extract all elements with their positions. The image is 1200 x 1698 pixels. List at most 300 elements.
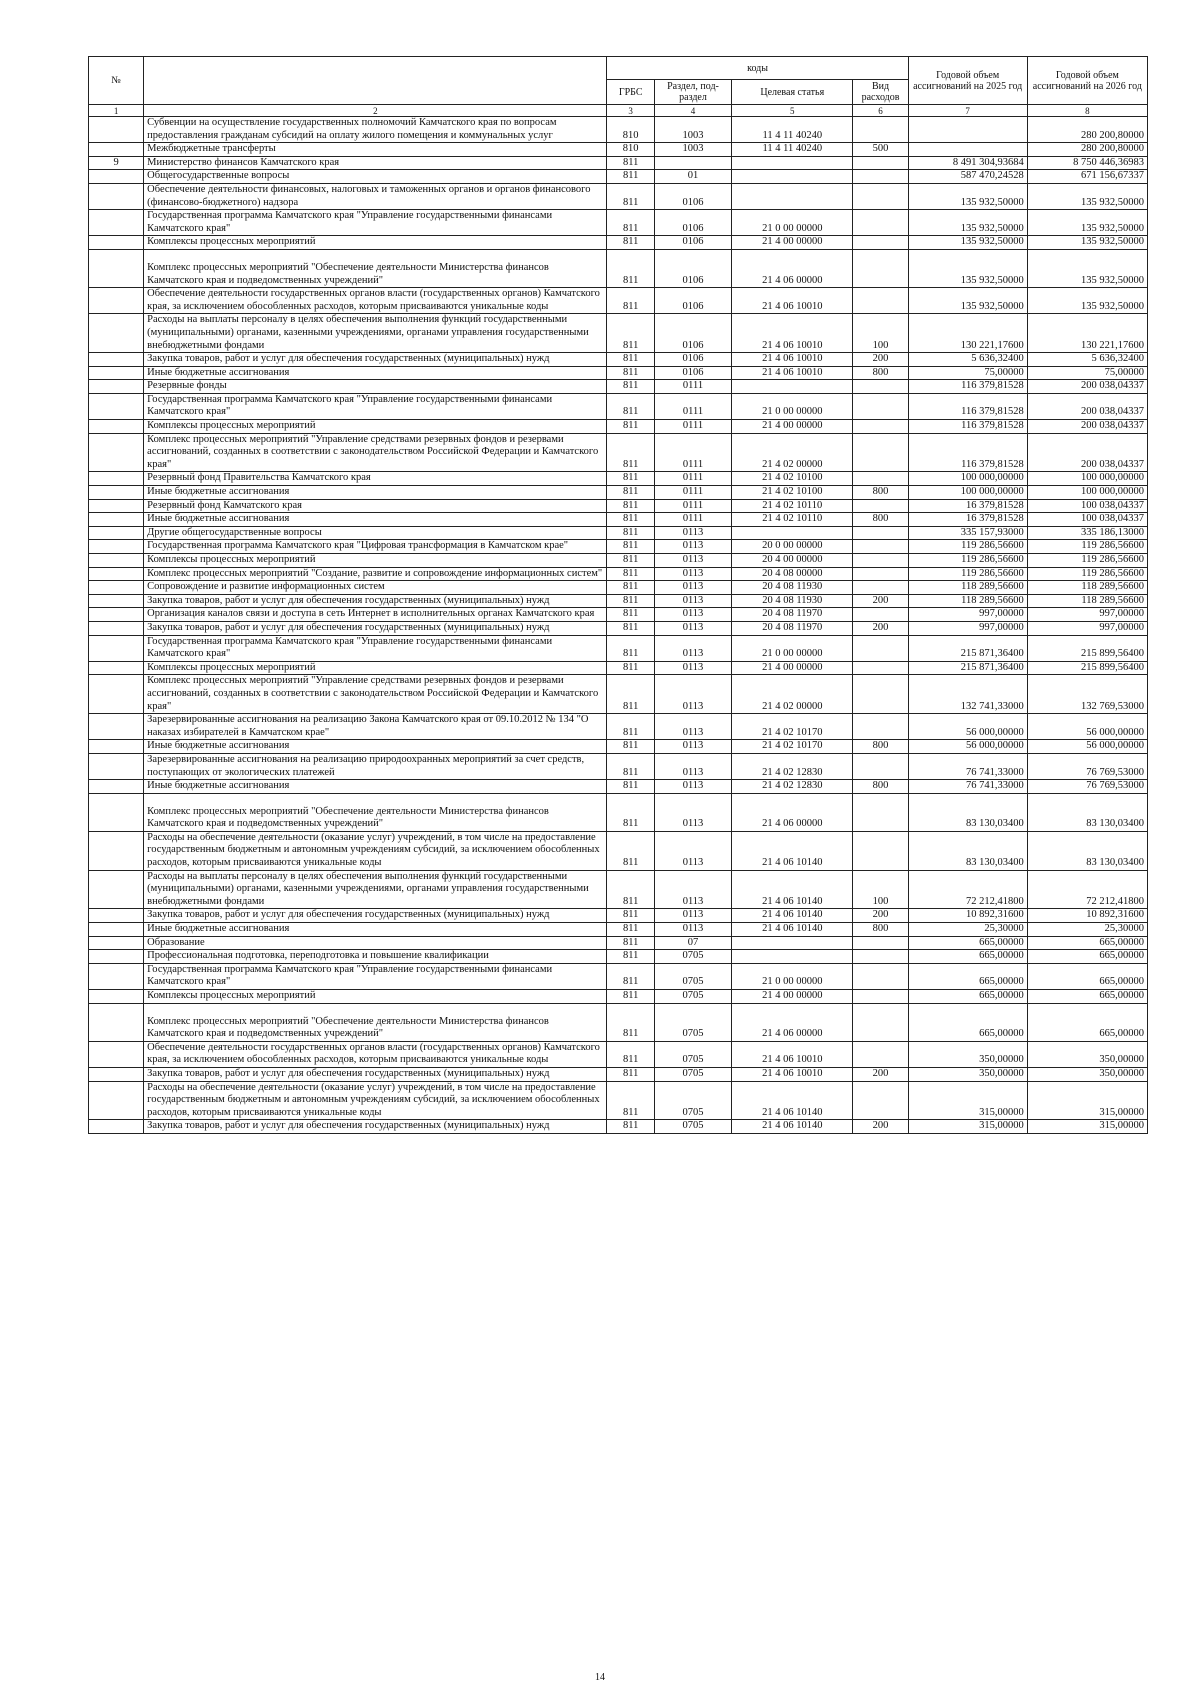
header-grbs: ГРБС: [607, 80, 654, 105]
row-vid: [853, 249, 908, 287]
row-tsel: 20 4 08 11970: [732, 621, 853, 635]
row-number: [89, 1003, 144, 1041]
table-row: [89, 183, 1148, 209]
row-grbs: 811: [607, 635, 654, 661]
row-name: Межбюджетные трансферты: [144, 143, 607, 157]
row-value-2026: 25,30000: [1027, 923, 1147, 937]
row-tsel: [732, 183, 853, 209]
row-name: Комплекс процессных мероприятий "Управление средствами резервных фондов и резервами ассигнований, созданных в соответствии с законодательством Российской Федерации и Камчатского края": [144, 433, 607, 472]
row-value-2026: 135 932,50000: [1027, 183, 1147, 209]
row-value-2026: 130 221,17600: [1027, 314, 1147, 353]
row-name: Государственная программа Камчатского края "Управление государственными финансами Камчатского края": [144, 210, 607, 236]
row-grbs: 811: [607, 314, 654, 353]
row-name: Государственная программа Камчатского края "Управление государственными финансами Камчатского края": [144, 393, 607, 419]
column-index: 3: [607, 105, 654, 117]
table-row: [89, 661, 1148, 675]
row-name: Комплекс процессных мероприятий "Обеспечение деятельности Министерства финансов Камчатского края и подведомственных учреждений": [144, 249, 607, 287]
row-vid: [853, 210, 908, 236]
row-value-2026: 75,00000: [1027, 366, 1147, 380]
row-value-2025: 665,00000: [908, 950, 1027, 964]
row-vid: 800: [853, 366, 908, 380]
row-vid: [853, 567, 908, 581]
row-tsel: 20 4 08 11970: [732, 608, 853, 622]
row-value-2025: 119 286,56600: [908, 540, 1027, 554]
row-number: [89, 170, 144, 184]
row-tsel: 11 4 11 40240: [732, 143, 853, 157]
row-value-2026: 119 286,56600: [1027, 540, 1147, 554]
row-value-2025: 315,00000: [908, 1120, 1027, 1134]
row-grbs: 811: [607, 793, 654, 831]
row-tsel: 21 4 02 10170: [732, 714, 853, 740]
column-index-row: [89, 105, 1148, 117]
row-vid: [853, 1003, 908, 1041]
row-grbs: 811: [607, 936, 654, 950]
row-grbs: 811: [607, 621, 654, 635]
table-row: [89, 1120, 1148, 1134]
row-name: Иные бюджетные ассигнования: [144, 366, 607, 380]
row-value-2026: 135 932,50000: [1027, 236, 1147, 250]
row-vid: 800: [853, 923, 908, 937]
row-vid: 200: [853, 353, 908, 367]
table-row: [89, 117, 1148, 143]
row-name: Комплексы процессных мероприятий: [144, 990, 607, 1004]
row-vid: 800: [853, 513, 908, 527]
row-vid: 800: [853, 740, 908, 754]
row-grbs: 811: [607, 156, 654, 170]
row-razdel: 0113: [654, 909, 731, 923]
table-row: [89, 314, 1148, 353]
row-vid: [853, 675, 908, 714]
row-grbs: 811: [607, 1067, 654, 1081]
row-razdel: 0705: [654, 1120, 731, 1134]
row-grbs: 811: [607, 870, 654, 909]
row-number: [89, 314, 144, 353]
row-vid: [853, 117, 908, 143]
row-name: Закупка товаров, работ и услуг для обеспечения государственных (муниципальных) нужд: [144, 909, 607, 923]
row-grbs: 811: [607, 420, 654, 434]
row-number: [89, 353, 144, 367]
table-row: [89, 540, 1148, 554]
table-row: [89, 870, 1148, 909]
row-tsel: 21 0 00 00000: [732, 393, 853, 419]
row-number: [89, 393, 144, 419]
row-value-2025: [908, 143, 1027, 157]
row-vid: [853, 661, 908, 675]
table-row: [89, 909, 1148, 923]
row-razdel: 0705: [654, 990, 731, 1004]
header-name: [144, 57, 607, 105]
row-value-2026: 135 932,50000: [1027, 288, 1147, 314]
header-number: №: [89, 57, 144, 105]
row-number: [89, 236, 144, 250]
row-name: Государственная программа Камчатского края "Цифровая трансформация в Камчатском крае": [144, 540, 607, 554]
row-razdel: 0113: [654, 608, 731, 622]
row-value-2026: 10 892,31600: [1027, 909, 1147, 923]
row-tsel: [732, 950, 853, 964]
header-razdel: Раздел, под-раздел: [654, 80, 731, 105]
row-tsel: 21 4 06 10010: [732, 1067, 853, 1081]
row-razdel: 0113: [654, 753, 731, 779]
row-value-2025: 665,00000: [908, 1003, 1027, 1041]
row-value-2026: 5 636,32400: [1027, 353, 1147, 367]
row-value-2025: 335 157,93000: [908, 526, 1027, 540]
row-name: Комплекс процессных мероприятий "Управление средствами резервных фондов и резервами ассигнований, созданных в соответствии с законодательством Российской Федерации и Камчатского края": [144, 675, 607, 714]
budget-table: [88, 56, 1148, 1134]
row-value-2025: 215 871,36400: [908, 635, 1027, 661]
row-value-2025: 135 932,50000: [908, 210, 1027, 236]
row-razdel: 0106: [654, 353, 731, 367]
row-razdel: 0106: [654, 288, 731, 314]
row-value-2025: 83 130,03400: [908, 793, 1027, 831]
row-value-2026: 665,00000: [1027, 1003, 1147, 1041]
row-number: [89, 581, 144, 595]
table-row: [89, 366, 1148, 380]
row-value-2026: 56 000,00000: [1027, 714, 1147, 740]
row-tsel: 21 4 00 00000: [732, 420, 853, 434]
row-value-2025: 16 379,81528: [908, 499, 1027, 513]
row-tsel: 21 4 06 10140: [732, 1120, 853, 1134]
row-grbs: 810: [607, 117, 654, 143]
row-number: [89, 753, 144, 779]
row-razdel: 0113: [654, 554, 731, 568]
column-index: 4: [654, 105, 731, 117]
row-number: [89, 420, 144, 434]
row-tsel: 21 4 00 00000: [732, 236, 853, 250]
row-value-2026: 8 750 446,36983: [1027, 156, 1147, 170]
row-number: 9: [89, 156, 144, 170]
row-value-2025: 116 379,81528: [908, 393, 1027, 419]
row-name: Обеспечение деятельности государственных органов власти (государственных органов) Камчатского края, за исключением обособленных расходов, которым присваиваются уникальные коды: [144, 1041, 607, 1067]
row-tsel: 21 4 02 10100: [732, 472, 853, 486]
row-name: Обеспечение деятельности государственных органов власти (государственных органов) Камчатского края, за исключением обособленных расходов, которым присваиваются уникальные коды: [144, 288, 607, 314]
row-razdel: 0705: [654, 1081, 731, 1120]
row-vid: 200: [853, 909, 908, 923]
row-value-2026: 200 038,04337: [1027, 380, 1147, 394]
row-tsel: 21 4 06 00000: [732, 793, 853, 831]
row-name: Иные бюджетные ассигнования: [144, 486, 607, 500]
row-grbs: 811: [607, 594, 654, 608]
row-razdel: 0113: [654, 635, 731, 661]
row-razdel: 0113: [654, 567, 731, 581]
table-row: [89, 513, 1148, 527]
row-razdel: 0705: [654, 963, 731, 989]
row-vid: [853, 963, 908, 989]
row-tsel: 21 4 06 10140: [732, 870, 853, 909]
row-name: Резервные фонды: [144, 380, 607, 394]
row-name: Комплекс процессных мероприятий "Создание, развитие и сопровождение информационных систем": [144, 567, 607, 581]
table-row: [89, 1041, 1148, 1067]
row-name: Комплексы процессных мероприятий: [144, 420, 607, 434]
table-row: [89, 249, 1148, 287]
row-grbs: 811: [607, 753, 654, 779]
row-grbs: 811: [607, 990, 654, 1004]
row-name: Расходы на обеспечение деятельности (оказание услуг) учреждений, в том числе на предоставление государственным бюджетным и автономным учреждениям субсидий, за исключением обособленных расходов, которым присваиваются уникальные коды: [144, 1081, 607, 1120]
row-vid: 800: [853, 486, 908, 500]
table-row: [89, 635, 1148, 661]
table-row: [89, 1081, 1148, 1120]
row-razdel: 0111: [654, 380, 731, 394]
row-number: [89, 936, 144, 950]
table-row: [89, 831, 1148, 870]
row-grbs: 811: [607, 288, 654, 314]
row-vid: 100: [853, 870, 908, 909]
row-number: [89, 870, 144, 909]
row-razdel: 07: [654, 936, 731, 950]
row-razdel: 0111: [654, 472, 731, 486]
row-razdel: 1003: [654, 117, 731, 143]
row-razdel: 0113: [654, 540, 731, 554]
row-number: [89, 143, 144, 157]
row-grbs: 811: [607, 740, 654, 754]
row-vid: [853, 714, 908, 740]
table-row: [89, 675, 1148, 714]
row-name: Государственная программа Камчатского края "Управление государственными финансами Камчатского края": [144, 635, 607, 661]
table-row: [89, 170, 1148, 184]
row-grbs: 811: [607, 499, 654, 513]
row-name: Иные бюджетные ассигнования: [144, 923, 607, 937]
row-vid: [853, 183, 908, 209]
table-row: [89, 923, 1148, 937]
row-value-2025: 25,30000: [908, 923, 1027, 937]
row-number: [89, 513, 144, 527]
row-tsel: [732, 170, 853, 184]
row-number: [89, 288, 144, 314]
row-razdel: 0111: [654, 433, 731, 472]
row-value-2026: 100 038,04337: [1027, 513, 1147, 527]
row-number: [89, 540, 144, 554]
row-value-2025: 350,00000: [908, 1067, 1027, 1081]
row-vid: [853, 793, 908, 831]
column-index: 1: [89, 105, 144, 117]
row-number: [89, 499, 144, 513]
row-vid: [853, 831, 908, 870]
row-tsel: 20 4 08 11930: [732, 581, 853, 595]
row-tsel: 20 4 08 00000: [732, 567, 853, 581]
row-value-2025: 72 212,41800: [908, 870, 1027, 909]
row-value-2026: 997,00000: [1027, 608, 1147, 622]
row-value-2025: 215 871,36400: [908, 661, 1027, 675]
row-razdel: 0106: [654, 249, 731, 287]
row-razdel: 0111: [654, 420, 731, 434]
table-row: [89, 210, 1148, 236]
column-index: 2: [144, 105, 607, 117]
row-value-2025: 997,00000: [908, 608, 1027, 622]
row-value-2026: 119 286,56600: [1027, 554, 1147, 568]
row-razdel: 0111: [654, 499, 731, 513]
row-vid: 200: [853, 621, 908, 635]
row-razdel: 0113: [654, 714, 731, 740]
table-row: [89, 567, 1148, 581]
row-vid: [853, 990, 908, 1004]
row-vid: [853, 950, 908, 964]
row-name: Закупка товаров, работ и услуг для обеспечения государственных (муниципальных) нужд: [144, 353, 607, 367]
row-vid: [853, 393, 908, 419]
row-razdel: 0113: [654, 675, 731, 714]
row-number: [89, 909, 144, 923]
row-vid: 200: [853, 1067, 908, 1081]
row-number: [89, 1081, 144, 1120]
row-name: Расходы на выплаты персоналу в целях обеспечения выполнения функций государственными (муниципальными) органами, казенными учреждениями, органами управления государственными внебюджетными фондами: [144, 870, 607, 909]
row-vid: [853, 581, 908, 595]
row-value-2025: 75,00000: [908, 366, 1027, 380]
row-name: Иные бюджетные ассигнования: [144, 780, 607, 794]
row-vid: 800: [853, 780, 908, 794]
row-value-2026: 83 130,03400: [1027, 831, 1147, 870]
row-number: [89, 714, 144, 740]
row-value-2025: [908, 117, 1027, 143]
row-grbs: 811: [607, 909, 654, 923]
row-name: Другие общегосударственные вопросы: [144, 526, 607, 540]
row-name: Закупка товаров, работ и услуг для обеспечения государственных (муниципальных) нужд: [144, 621, 607, 635]
row-tsel: 21 4 06 10140: [732, 1081, 853, 1120]
row-vid: [853, 156, 908, 170]
row-grbs: 811: [607, 1003, 654, 1041]
table-row: [89, 486, 1148, 500]
row-value-2026: 215 899,56400: [1027, 661, 1147, 675]
header-2026: Годовой объем ассигнований на 2026 год: [1027, 57, 1147, 105]
row-value-2026: 315,00000: [1027, 1120, 1147, 1134]
table-row: [89, 433, 1148, 472]
row-value-2026: 200 038,04337: [1027, 433, 1147, 472]
table-row: [89, 554, 1148, 568]
row-number: [89, 472, 144, 486]
row-tsel: [732, 526, 853, 540]
row-vid: [853, 499, 908, 513]
row-value-2025: 116 379,81528: [908, 420, 1027, 434]
row-razdel: [654, 156, 731, 170]
row-razdel: 0705: [654, 1041, 731, 1067]
row-value-2025: 665,00000: [908, 963, 1027, 989]
row-value-2025: 116 379,81528: [908, 380, 1027, 394]
row-vid: 200: [853, 1120, 908, 1134]
row-name: Расходы на обеспечение деятельности (оказание услуг) учреждений, в том числе на предоставление государственным бюджетным и автономным учреждениям субсидий, за исключением обособленных расходов, которым присваиваются уникальные коды: [144, 831, 607, 870]
row-grbs: 811: [607, 366, 654, 380]
row-value-2025: 350,00000: [908, 1041, 1027, 1067]
row-value-2025: 116 379,81528: [908, 433, 1027, 472]
row-razdel: 0705: [654, 1003, 731, 1041]
row-number: [89, 594, 144, 608]
table-row: [89, 621, 1148, 635]
row-razdel: 0113: [654, 831, 731, 870]
row-vid: [853, 608, 908, 622]
row-number: [89, 486, 144, 500]
row-tsel: 21 4 06 10010: [732, 314, 853, 353]
row-number: [89, 635, 144, 661]
row-grbs: 811: [607, 554, 654, 568]
row-tsel: 21 4 02 00000: [732, 433, 853, 472]
row-name: Закупка товаров, работ и услуг для обеспечения государственных (муниципальных) нужд: [144, 1067, 607, 1081]
row-tsel: 20 4 00 00000: [732, 554, 853, 568]
row-grbs: 811: [607, 380, 654, 394]
row-tsel: 21 4 06 10140: [732, 909, 853, 923]
row-value-2025: 118 289,56600: [908, 594, 1027, 608]
row-tsel: 21 4 02 10170: [732, 740, 853, 754]
row-value-2025: 135 932,50000: [908, 288, 1027, 314]
row-tsel: 21 4 06 10140: [732, 831, 853, 870]
table-row: [89, 1003, 1148, 1041]
row-tsel: 21 4 02 00000: [732, 675, 853, 714]
row-number: [89, 793, 144, 831]
row-number: [89, 1041, 144, 1067]
row-vid: [853, 526, 908, 540]
row-razdel: 0106: [654, 314, 731, 353]
row-tsel: 21 4 06 10010: [732, 1041, 853, 1067]
row-name: Обеспечение деятельности финансовых, налоговых и таможенных органов и органов финансового (финансово-бюджетного) надзора: [144, 183, 607, 209]
row-value-2025: 56 000,00000: [908, 740, 1027, 754]
row-razdel: 0111: [654, 393, 731, 419]
header-row: [89, 57, 1148, 80]
row-value-2026: 200 038,04337: [1027, 420, 1147, 434]
row-razdel: 0705: [654, 1067, 731, 1081]
row-name: Комплекс процессных мероприятий "Обеспечение деятельности Министерства финансов Камчатского края и подведомственных учреждений": [144, 793, 607, 831]
row-tsel: 21 4 06 10010: [732, 288, 853, 314]
column-index: 7: [908, 105, 1027, 117]
row-vid: 100: [853, 314, 908, 353]
row-razdel: 0113: [654, 870, 731, 909]
row-vid: 200: [853, 594, 908, 608]
table-row: [89, 156, 1148, 170]
table-row: [89, 288, 1148, 314]
row-value-2025: 132 741,33000: [908, 675, 1027, 714]
table-row: [89, 950, 1148, 964]
table-row: [89, 740, 1148, 754]
row-grbs: 811: [607, 831, 654, 870]
row-grbs: 811: [607, 1041, 654, 1067]
row-value-2026: 665,00000: [1027, 950, 1147, 964]
table-row: [89, 1067, 1148, 1081]
row-vid: [853, 540, 908, 554]
table-row: [89, 793, 1148, 831]
row-value-2026: 335 186,13000: [1027, 526, 1147, 540]
row-value-2025: 665,00000: [908, 936, 1027, 950]
row-name: Закупка товаров, работ и услуг для обеспечения государственных (муниципальных) нужд: [144, 594, 607, 608]
row-name: Комплексы процессных мероприятий: [144, 661, 607, 675]
table-row: [89, 780, 1148, 794]
row-value-2026: 135 932,50000: [1027, 249, 1147, 287]
row-name: Комплекс процессных мероприятий "Обеспечение деятельности Министерства финансов Камчатского края и подведомственных учреждений": [144, 1003, 607, 1041]
row-grbs: 811: [607, 608, 654, 622]
row-tsel: 21 4 06 00000: [732, 249, 853, 287]
row-razdel: 0113: [654, 780, 731, 794]
row-value-2025: 315,00000: [908, 1081, 1027, 1120]
row-number: [89, 1120, 144, 1134]
row-razdel: 0106: [654, 210, 731, 236]
row-razdel: 0113: [654, 581, 731, 595]
row-value-2025: 100 000,00000: [908, 472, 1027, 486]
row-value-2026: 72 212,41800: [1027, 870, 1147, 909]
row-value-2026: 350,00000: [1027, 1067, 1147, 1081]
row-grbs: 811: [607, 963, 654, 989]
row-number: [89, 740, 144, 754]
row-tsel: 21 4 02 10100: [732, 486, 853, 500]
row-grbs: 811: [607, 486, 654, 500]
row-grbs: 811: [607, 236, 654, 250]
row-value-2026: 135 932,50000: [1027, 210, 1147, 236]
budget-page: [88, 56, 1148, 1134]
row-number: [89, 675, 144, 714]
row-tsel: 21 0 00 00000: [732, 210, 853, 236]
row-name: Сопровождение и развитие информационных систем: [144, 581, 607, 595]
table-row: [89, 526, 1148, 540]
row-name: Субвенции на осуществление государственных полномочий Камчатского края по вопросам предоставления гражданам субсидий на оплату жилого помещения и коммунальных услуг: [144, 117, 607, 143]
row-value-2025: 76 741,33000: [908, 753, 1027, 779]
row-value-2026: 118 289,56600: [1027, 581, 1147, 595]
row-value-2026: 315,00000: [1027, 1081, 1147, 1120]
row-number: [89, 923, 144, 937]
row-razdel: 0113: [654, 621, 731, 635]
row-value-2026: 100 038,04337: [1027, 499, 1147, 513]
row-razdel: 0111: [654, 486, 731, 500]
